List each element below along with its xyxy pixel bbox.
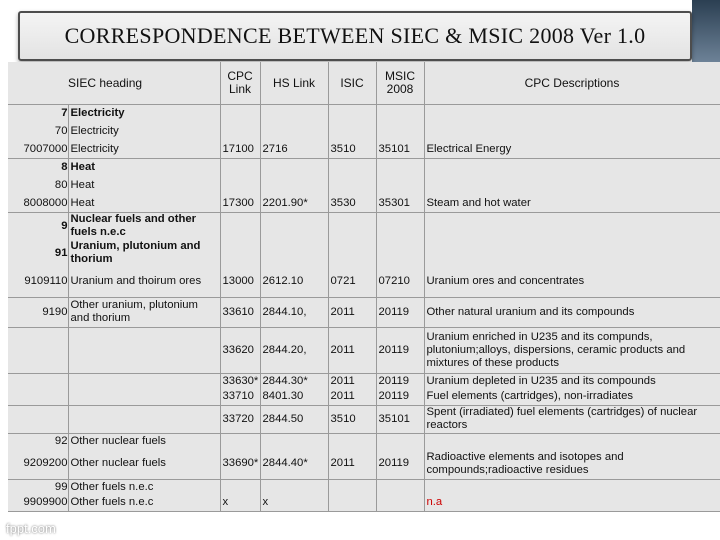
table-row [8, 159, 720, 177]
cell-heading: Electricity [68, 123, 220, 141]
cell-isic [328, 177, 376, 195]
cell-cpc [220, 123, 260, 141]
cell-hs: x [260, 495, 328, 511]
cell-desc [424, 239, 720, 267]
cell-heading: Electricity [68, 141, 220, 159]
cell-hs: 8401.30 [260, 389, 328, 405]
cell-msic [376, 239, 424, 267]
cell-isic [328, 495, 376, 511]
cell-msic [376, 433, 424, 449]
cell-desc: Steam and hot water [424, 195, 720, 213]
cell-desc: Radioactive elements and isotopes and compounds;radioactive residues [424, 449, 720, 479]
table-row [8, 495, 720, 511]
cell-heading: Heat [68, 195, 220, 213]
cell-heading: Other fuels n.e.c [68, 495, 220, 511]
table-row [8, 213, 720, 240]
cell-heading: Other uranium, plutonium and thorium [68, 297, 220, 327]
cell-code: 8 [8, 159, 68, 177]
cell-desc [424, 213, 720, 240]
cell-heading [68, 389, 220, 405]
table-row [8, 239, 720, 267]
header-cpc-link: CPC Link [220, 62, 260, 105]
cell-cpc: 33610 [220, 297, 260, 327]
cell-cpc [220, 177, 260, 195]
cell-cpc: 33630* [220, 373, 260, 389]
cell-msic: 20119 [376, 373, 424, 389]
cell-cpc [220, 433, 260, 449]
cell-isic [328, 105, 376, 123]
cell-hs [260, 177, 328, 195]
cell-code [8, 389, 68, 405]
cell-isic: 2011 [328, 389, 376, 405]
cell-hs: 2844.30* [260, 373, 328, 389]
cell-desc [424, 433, 720, 449]
page-title: CORRESPONDENCE BETWEEN SIEC & MSIC 2008 Ver 1.0 [64, 23, 646, 48]
cell-isic [328, 433, 376, 449]
cell-code: 9 [8, 213, 68, 240]
cell-hs [260, 479, 328, 495]
table-header-row [8, 62, 720, 105]
cell-hs [260, 239, 328, 267]
cell-msic: 20119 [376, 297, 424, 327]
cell-desc: Other natural uranium and its compounds [424, 297, 720, 327]
table-row [8, 267, 720, 297]
cell-code: 91 [8, 239, 68, 267]
cell-isic: 3510 [328, 405, 376, 433]
table-row [8, 373, 720, 389]
cell-cpc: 33690* [220, 449, 260, 479]
cell-isic: 3530 [328, 195, 376, 213]
cell-msic [376, 479, 424, 495]
cell-isic [328, 239, 376, 267]
table-row [8, 405, 720, 433]
cell-desc [424, 123, 720, 141]
cell-heading: Other nuclear fuels [68, 449, 220, 479]
cell-msic [376, 495, 424, 511]
cell-code: 7 [8, 105, 68, 123]
table-row [8, 389, 720, 405]
cell-msic: 07210 [376, 267, 424, 297]
cell-hs [260, 159, 328, 177]
cell-desc: Spent (irradiated) fuel elements (cartridges) of nuclear reactors [424, 405, 720, 433]
table-row [8, 449, 720, 479]
table-row [8, 433, 720, 449]
cell-code: 9109110 [8, 267, 68, 297]
cell-code [8, 373, 68, 389]
cell-cpc: 17100 [220, 141, 260, 159]
header-isic: ISIC [328, 62, 376, 105]
table-row [8, 479, 720, 495]
cell-code: 70 [8, 123, 68, 141]
cell-code [8, 405, 68, 433]
table-row [8, 177, 720, 195]
cell-code: 9190 [8, 297, 68, 327]
correspondence-table [8, 62, 720, 512]
footer-watermark: fppt.com [6, 521, 56, 536]
cell-isic: 2011 [328, 373, 376, 389]
cell-desc [424, 479, 720, 495]
cell-heading [68, 405, 220, 433]
cell-code: 9909900 [8, 495, 68, 511]
cell-msic: 20119 [376, 449, 424, 479]
cell-hs: 2844.20, [260, 327, 328, 373]
cell-code: 8008000 [8, 195, 68, 213]
cell-heading: Nuclear fuels and other fuels n.e.c [68, 213, 220, 240]
cell-hs [260, 213, 328, 240]
cell-isic: 2011 [328, 297, 376, 327]
cell-msic [376, 213, 424, 240]
cell-desc [424, 159, 720, 177]
cell-msic: 20119 [376, 327, 424, 373]
header-siec: SIEC heading [8, 62, 220, 105]
cell-cpc: 33620 [220, 327, 260, 373]
cell-hs: 2612.10 [260, 267, 328, 297]
decorative-band [692, 0, 720, 62]
cell-desc: Fuel elements (cartridges), non-irradiates [424, 389, 720, 405]
cell-heading: Uranium and thoirum ores [68, 267, 220, 297]
cell-hs [260, 123, 328, 141]
cell-hs: 2201.90* [260, 195, 328, 213]
cell-cpc [220, 213, 260, 240]
cell-cpc: 33720 [220, 405, 260, 433]
cell-desc [424, 177, 720, 195]
cell-isic: 0721 [328, 267, 376, 297]
cell-cpc [220, 239, 260, 267]
cell-isic [328, 479, 376, 495]
cell-code: 80 [8, 177, 68, 195]
cell-hs: 2844.10, [260, 297, 328, 327]
header-msic: MSIC 2008 [376, 62, 424, 105]
cell-heading: Uranium, plutonium and thorium [68, 239, 220, 267]
cell-desc: Electrical Energy [424, 141, 720, 159]
header-cpc-desc: CPC Descriptions [424, 62, 720, 105]
cell-code [8, 327, 68, 373]
cell-heading [68, 327, 220, 373]
cell-cpc: 17300 [220, 195, 260, 213]
cell-hs [260, 433, 328, 449]
table-row [8, 327, 720, 373]
cell-msic: 35101 [376, 405, 424, 433]
cell-desc: Uranium ores and concentrates [424, 267, 720, 297]
cell-isic: 2011 [328, 449, 376, 479]
cell-hs: 2844.50 [260, 405, 328, 433]
cell-desc: n.a [424, 495, 720, 511]
cell-heading: Heat [68, 159, 220, 177]
cell-isic [328, 213, 376, 240]
cell-desc: Uranium depleted in U235 and its compounds [424, 373, 720, 389]
table-row [8, 123, 720, 141]
cell-cpc [220, 159, 260, 177]
cell-cpc [220, 105, 260, 123]
table-row [8, 195, 720, 213]
cell-hs [260, 105, 328, 123]
cell-msic [376, 177, 424, 195]
table-row [8, 297, 720, 327]
title-banner [18, 11, 692, 61]
cell-cpc: 13000 [220, 267, 260, 297]
cell-msic: 35301 [376, 195, 424, 213]
cell-msic [376, 105, 424, 123]
cell-desc: Uranium enriched in U235 and its compunds, plutonium;alloys, dispersions, ceramic products and mixtures of these products [424, 327, 720, 373]
cell-heading: Electricity [68, 105, 220, 123]
cell-heading: Other fuels n.e.c [68, 479, 220, 495]
cell-code: 9209200 [8, 449, 68, 479]
cell-cpc: 33710 [220, 389, 260, 405]
cell-code: 99 [8, 479, 68, 495]
cell-msic: 20119 [376, 389, 424, 405]
cell-heading: Other nuclear fuels [68, 433, 220, 449]
cell-isic [328, 123, 376, 141]
cell-code: 92 [8, 433, 68, 449]
cell-code: 7007000 [8, 141, 68, 159]
cell-msic: 35101 [376, 141, 424, 159]
cell-msic [376, 123, 424, 141]
table-row [8, 105, 720, 123]
cell-cpc [220, 479, 260, 495]
cell-isic: 3510 [328, 141, 376, 159]
cell-heading [68, 373, 220, 389]
header-hs-link: HS Link [260, 62, 328, 105]
cell-hs: 2716 [260, 141, 328, 159]
cell-isic [328, 159, 376, 177]
table-row [8, 141, 720, 159]
cell-msic [376, 159, 424, 177]
cell-cpc: x [220, 495, 260, 511]
cell-isic: 2011 [328, 327, 376, 373]
cell-heading: Heat [68, 177, 220, 195]
cell-desc [424, 105, 720, 123]
cell-hs: 2844.40* [260, 449, 328, 479]
